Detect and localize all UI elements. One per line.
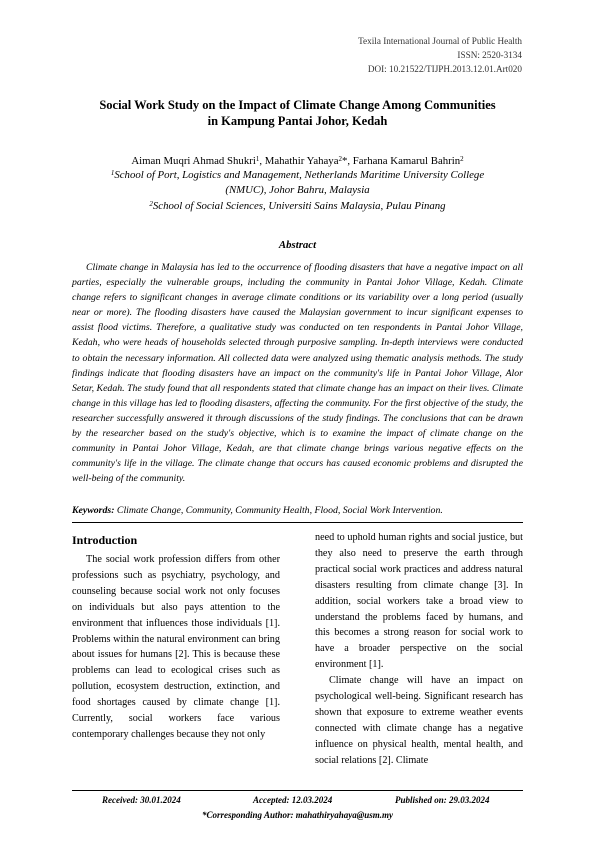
received-date: Received: 30.01.2024 [102, 795, 181, 805]
author-1: Aiman Muqri Ahmad Shukri [131, 155, 256, 167]
affiliation-1 [60, 168, 535, 198]
affiliation-2-mark: 2 [149, 200, 153, 208]
intro-paragraph-2: need to uphold human rights and social justice, but they also need to preserve the earth through practical social work practices and address natural disasters resulting from climate change [3]. In addition, social workers take a broad view to understand the problems faced by humans, and this becomes a strong reason for social work to have a broader perspective on the social environment [1]. [315, 532, 523, 671]
journal-name: Texila International Journal of Public Health [358, 36, 522, 46]
author-3: , Farhana Kamarul Bahrin [347, 155, 461, 167]
author-2-affil-mark: 2 [338, 155, 342, 163]
published-date: Published on: 29.03.2024 [395, 795, 490, 805]
corresponding-mark: * [342, 155, 348, 167]
intro-paragraph-1: The social work profession differs from other professions such as psychiatry, psychology, and counseling because social work not only focuses on individuals but also pays attention to the environment that influences those individuals [1]. Problems within the natural environment can bring about issues for humans [2]. This is because these problems can lead to ecological crises such as pollution, ecosystem destruction, extinction, and food shortages caused by climate change [1]. Currently, social workers face various contemporary challenges because they not only [72, 554, 280, 740]
affiliation-2 [60, 199, 535, 214]
journal-issn: ISSN: 2520-3134 [457, 50, 522, 61]
affiliation-1-line-2: (NMUC), Johor Bahru, Malaysia [225, 184, 370, 196]
keywords [72, 505, 523, 516]
author-1-affil-mark: 1 [255, 155, 260, 163]
affiliation-2-text: School of Social Sciences, Universiti Sains Malaysia, Pulau Pinang [152, 200, 446, 212]
keywords-divider [72, 522, 523, 523]
author-3-affil-mark: 2 [460, 155, 464, 163]
article-title-line-2: in Kampung Pantai Johor, Kedah [207, 114, 388, 128]
accepted-date: Accepted: 12.03.2024 [253, 795, 333, 805]
right-column [315, 530, 523, 769]
article-title [60, 97, 535, 129]
article-title-line-1: Social Work Study on the Impact of Climate Change Among Communities [99, 98, 496, 112]
corresponding-author: *Corresponding Author: mahathiryahaya@usm.my [202, 810, 393, 820]
intro-paragraph-3: Climate change will have an impact on psychological well-being. Significant research has shown that exposure to extreme weather events connected with climate change has a negative influence on physical health, mental health, and social relations [2]. Climate [315, 675, 523, 766]
article-doi: DOI: 10.21522/TIJPH.2013.12.01.Art020 [367, 64, 522, 75]
journal-header [358, 34, 522, 77]
abstract-text: Climate change in Malaysia has led to the occurrence of flooding disasters that have a negative impact on all parties, especially the vulnerable groups, including the community in Pantai Johor Village, Kedah. Climate change refers to significant changes in average climate conditions or its variability over a long period (usually near or more). The flooding disasters have caused the Malaysian government to incur significant expenses to assist flood victims. Therefore, a qualitative study was conducted on ten respondents in Pantai Johor Village, Kedah, who were heads of households selected through purposive sampling. In-depth interviews were conducted to obtain the necessary information. All collected data were analyzed using thematic analysis methods. The study findings indicate that flooding disasters have an impact on the community's life in Pantai Johor Village, Alor Setar, Kedah. The study found that all respondents stated that climate change has an impact on their lives. Climate change in this village has led to flooding disasters, affecting the community. For the first objective of the study, the researcher successfully answered it through discussions of the study findings. The conclusions that can be drawn by the researcher based on the study's objective, which is to examine the impact of climate change on the community in Pantai Johor Village, Kedah, are that climate change brings various negative effects on the community's life in the village. The climate change that occurs has caused economic problems and disrupted the well-being of the community. [72, 262, 523, 485]
keywords-label: Keywords: [72, 505, 115, 516]
footer-divider [72, 790, 523, 791]
left-column [72, 552, 280, 743]
abstract-heading: Abstract [278, 239, 317, 251]
author-2: , Mahathir Yahaya [259, 155, 339, 167]
affiliation-1-line-1: School of Port, Logistics and Management, Netherlands Maritime University College [114, 169, 485, 181]
affiliation-1-mark: 1 [110, 169, 115, 177]
introduction-heading: Introduction [72, 533, 138, 547]
author-list [60, 153, 535, 169]
keywords-text: Climate Change, Community, Community Health, Flood, Social Work Intervention. [116, 505, 443, 516]
